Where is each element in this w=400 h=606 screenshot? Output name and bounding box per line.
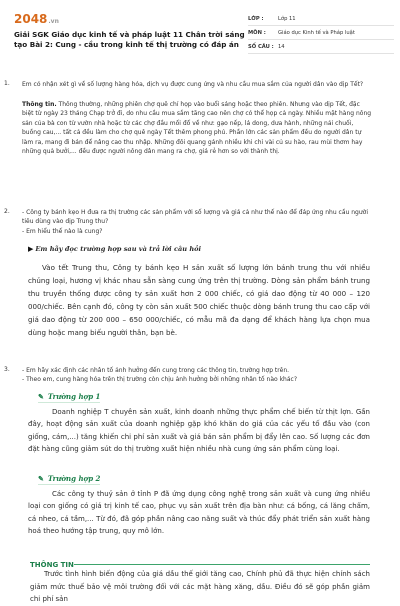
- document-header: [0, 0, 400, 64]
- question-prompt: - Em hãy xác định các nhân tố ảnh hưởng đến cung trong các thông tin, trường hợp trên. - Theo em, cung hàng hóa trên thị trường còn chịu ảnh hưởng bởi những nhân tố nào khác?: [22, 367, 298, 384]
- case-paragraph: Vào tết Trung thu, Công ty bánh kẹo H sản xuất số lượng lớn bánh trung thu với nhiều chủng loại, hương vị khác nhau sẵn sàng cung ứng trên thị trường. Dòng sản phẩm bánh trung thu truyền thống được công ty sản xuất hơn 2 000 chiếc, có giá dao động từ 40 000 – 120 000/chiếc. Bên cạnh đó, công ty còn sản xuất 500 chiếc thuộc dòng bánh trung thu cao cấp với giá dao động từ 200 000 – 650 000/chiếc, có mẫu mã đa dạng để khách hàng lựa chọn mua dùng hoặc mang biếu người thân, bạn bè.: [28, 263, 370, 337]
- info-paragraph: Trước tình hình biến động của giá dầu thế giới tăng cao, Chính phủ đã thực hiện chính sách giảm mức thuế bảo vệ môi trường đối với các mặt hàng xăng, dầu. Điều đó sẽ góp phần giảm chi phí sản: [30, 570, 370, 604]
- meta-key: LỚP :: [248, 15, 264, 22]
- case-title-text: Trường hợp 1: [47, 392, 101, 401]
- logo-suffix: .vn: [48, 18, 59, 25]
- question-answer: [22, 100, 372, 156]
- question-number: 2.: [4, 208, 10, 215]
- question-number: 1.: [4, 80, 10, 87]
- triangle-bullet-icon: ▶: [28, 244, 34, 253]
- meta-row-subject: [248, 26, 394, 40]
- meta-value: Giáo dục Kinh tế và Pháp luật: [278, 29, 355, 36]
- info-label: THÔNG TIN: [30, 561, 74, 569]
- reading-subheading: [28, 244, 201, 253]
- answer-text: Thông thường, những phiên chợ quê chỉ họp vào buổi sáng hoặc theo phiên. Nhưng vào dịp Tết, đặc biệt từ ngày 23 tháng Chạp trở đi, do nhu cầu mua sắm tăng cao nên chợ có thể họp cả ngày. Nhiều mặt hàng nông sản của bà con từ vườn nhà hoặc từ các chợ đầu mối đổ về như: gạo nếp, lá dong, dưa hành, những nải chuối, buồng cau,... tất cả đều làm cho chợ quê ngày Tết thêm phong phú. Phần lớn các sản phẩm đều do người dân tự làm ra, mang đi bán để nâng cao thu nhập. Những đôi quang gánh nhiều khi chỉ vài củ su hào, rau mùi thơm hay những quả bưởi,... đều được người nông dân mang ra chợ, giá rẻ hơn so với thành thị.: [22, 101, 372, 156]
- meta-value: Lớp 11: [278, 15, 296, 22]
- case-title-text: Trường hợp 2: [47, 474, 101, 483]
- case-1-title: [38, 392, 100, 403]
- meta-value: 14: [278, 43, 285, 50]
- meta-key: SỐ CÂU :: [248, 43, 274, 50]
- subheading-text: Em hãy đọc trường hợp sau và trả lời câu hỏi: [35, 245, 202, 253]
- meta-row-grade: [248, 12, 394, 26]
- pen-icon: ✎: [38, 474, 44, 483]
- question-prompt: - Công ty bánh kẹo H đưa ra thị trường các sản phẩm với số lượng và giá cả như thế nào để đáp ứng nhu cầu người tiêu dùng vào dịp Trung thu? - Em hiểu thế nào là cung?: [22, 209, 368, 235]
- document-meta-table: [248, 12, 394, 54]
- meta-key: MÔN :: [248, 29, 266, 36]
- site-logo[interactable]: [14, 12, 59, 26]
- meta-row-question-count: [248, 40, 394, 54]
- question-number: 3.: [4, 366, 10, 373]
- case-2-text: Các công ty thuỷ sản ở tỉnh P đã ứng dụng công nghệ trong sản xuất và cung ứng nhiều loại con giống có giá trị kinh tế cao, phục vụ sản xuất trên địa bàn như: cá bống, cá lăng chấm, cá nheo, cá tầm,... Từ đó, đã góp phần nâng cao năng suất và thúc đẩy phát triển sản xuất hàng hoá theo hướng tập trung, quy mô lớn.: [28, 490, 370, 536]
- case-2-title: [38, 474, 100, 485]
- pen-icon: ✎: [38, 392, 44, 401]
- info-section-header: [30, 552, 370, 569]
- logo-text: 2048: [14, 12, 48, 26]
- answer-label: Thông tin.: [22, 101, 57, 108]
- case-1-text: Doanh nghiệp T chuyên sản xuất, kinh doanh những thực phẩm chế biến từ thịt lợn. Gần đây, hoạt động sản xuất của doanh nghiệp gặp khó khăn do giá của các yếu tố đầu vào (con giống, cám,...) tăng khiến chi phí sản xuất và giá bán sản phẩm bị đẩy lên cao. Số lượng các đơn đặt hàng cũng giảm sút do thị trường xuất hiện nhiều nhà cung ứng sản phẩm cùng loại.: [28, 408, 370, 454]
- document-title: Giải SGK Giáo dục kinh tế và pháp luật 11 Chân trời sáng tạo Bài 2: Cung - cầu trong kinh tế thị trường có đáp án: [14, 30, 245, 49]
- question-prompt: Em có nhận xét gì về số lượng hàng hóa, dịch vụ được cung ứng và nhu cầu mua sắm của người dân vào dịp Tết?: [22, 81, 364, 88]
